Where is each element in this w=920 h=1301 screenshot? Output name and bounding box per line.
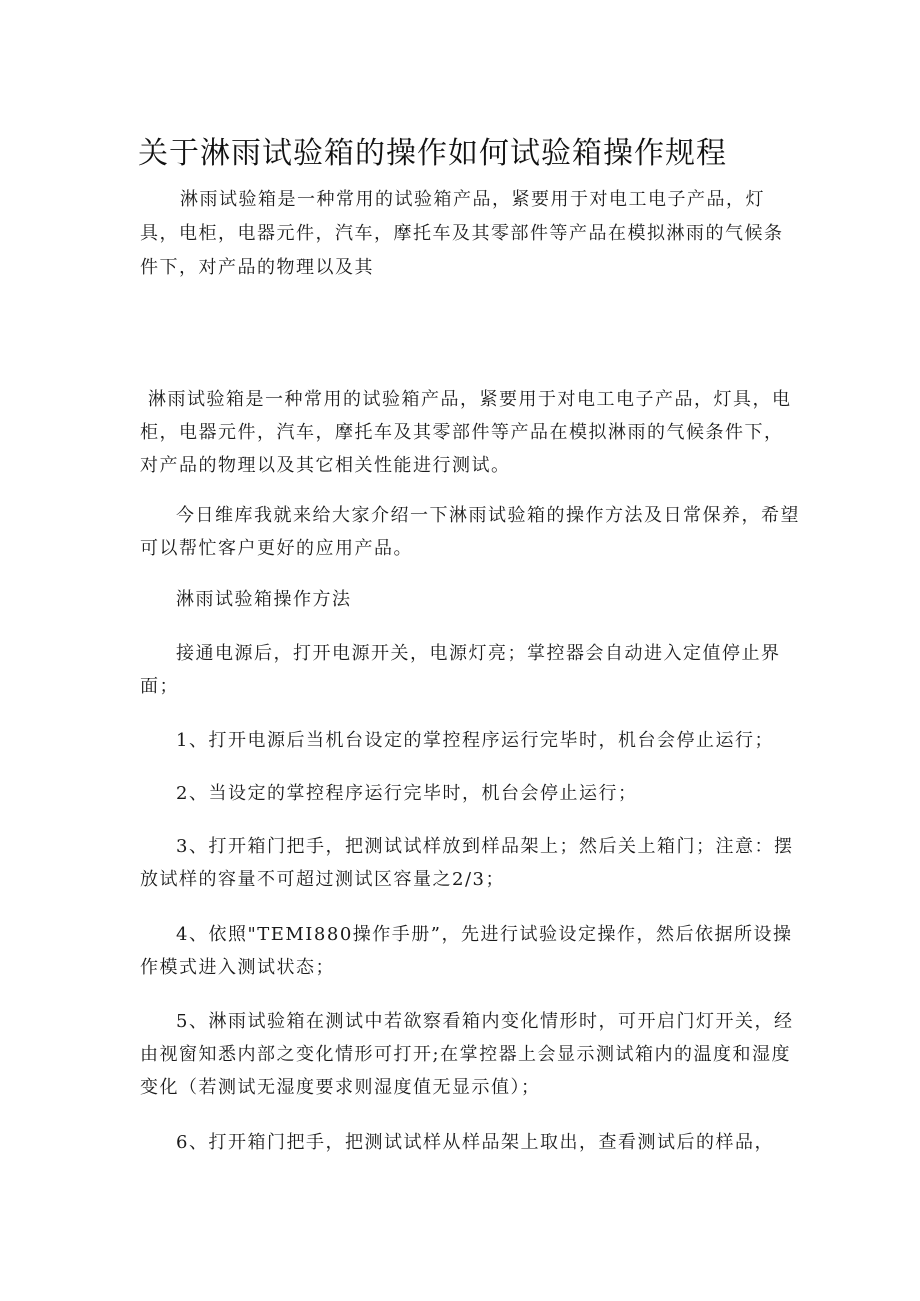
list-item: 6、打开箱门把手，把测试试样从样品架上取出，查看测试后的样品， <box>176 1132 774 1153</box>
list-item: 1、打开电源后当机台设定的掌控程序运行完毕时，机台会停止运行； <box>176 730 774 751</box>
list-item: 3、打开箱门把手，把测试试样放到样品架上；然后关上箱门；注意：摆放试样的容量不可超过测试区容量之2/3； <box>140 836 794 890</box>
paragraph: 淋雨试验箱是一种常用的试验箱产品，紧要用于对电工电子产品，灯具，电柜，电器元件，汽车，摩托车及其零部件等产品在模拟淋雨的气候条件下，对产品的物理以及其它相关性能进行测试。 <box>140 389 792 476</box>
list-item: 4、依照"TEMI880操作手册”，先进行试验设定操作，然后依据所设操作模式进入测试状态； <box>140 924 793 978</box>
document-body <box>140 383 800 1159</box>
paragraph: 今日维库我就来给大家介绍一下淋雨试验箱的操作方法及日常保养，希望可以帮忙客户更好的应用产品。 <box>140 505 800 559</box>
paragraph: 接通电源后，打开电源开关，电源灯亮；掌控器会自动进入定值停止界面； <box>140 643 781 697</box>
intro-paragraph: 淋雨试验箱是一种常用的试验箱产品，紧要用于对电工电子产品，灯具，电柜，电器元件，汽车，摩托车及其零部件等产品在模拟淋雨的气候条件下，对产品的物理以及其 <box>140 189 784 278</box>
section-heading: 淋雨试验箱操作方法 <box>176 589 352 610</box>
list-item: 5、淋雨试验箱在测试中若欲察看箱内变化情形时，可开启门灯开关，经由视窗知悉内部之变化情形可打开;在掌控器上会显示测试箱内的温度和湿度变化（若测试无湿度要求则湿度值无显示值）； <box>140 1011 794 1098</box>
list-item: 2、当设定的掌控程序运行完毕时，机台会停止运行； <box>176 783 638 804</box>
document-title: 关于淋雨试验箱的操作如何试验箱操作规程 <box>138 136 727 172</box>
